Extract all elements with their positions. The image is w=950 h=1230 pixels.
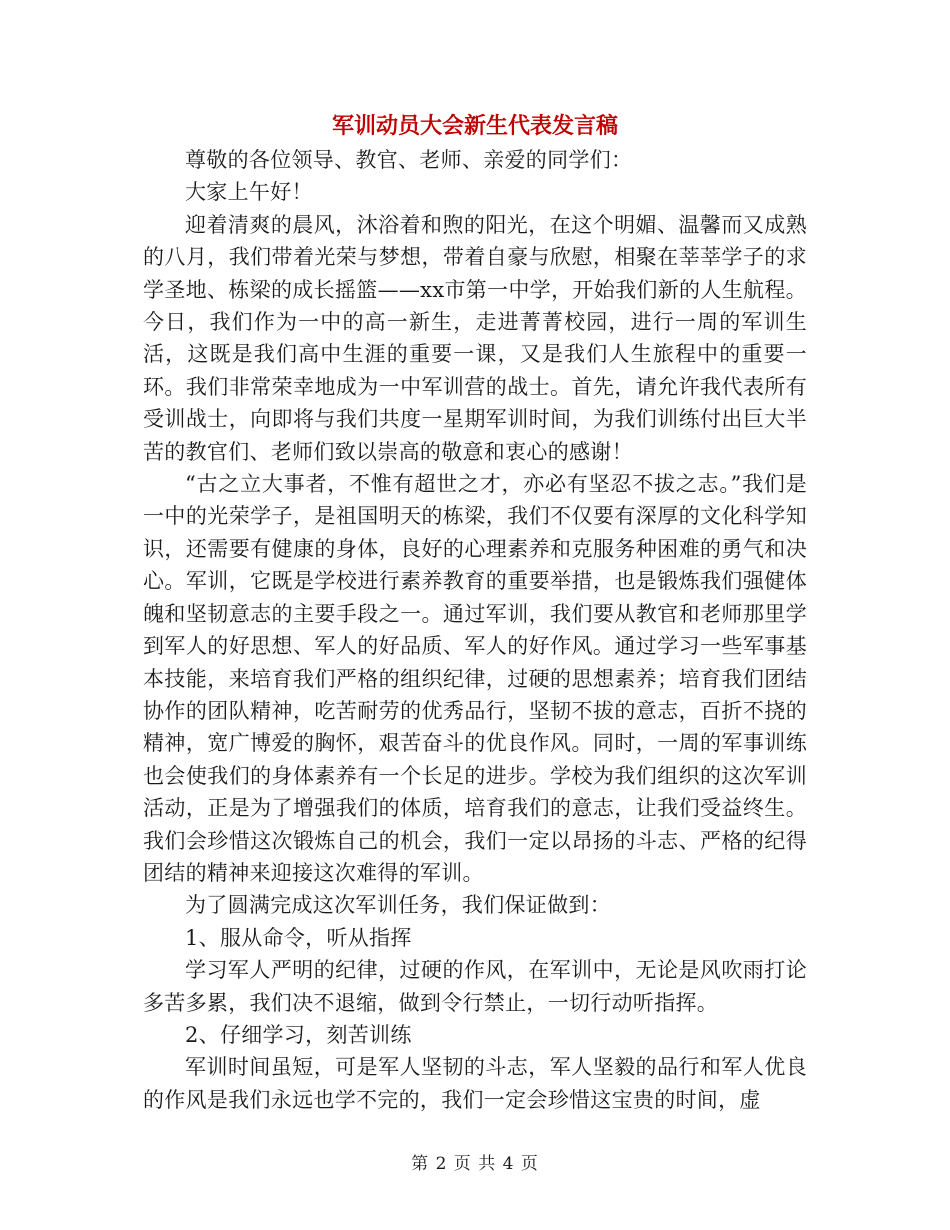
paragraph-pledge-intro: 为了圆满完成这次军训任务，我们保证做到： — [185, 893, 611, 918]
pledge-text-2: 军训时间虽短，可是军人坚韧的斗志，军人坚毅的品行和军人优良的作风是我们永远也学不完的，我们一定会珍惜这宝贵的时间，虚 — [143, 1055, 807, 1112]
paragraph-salutation: 大家上午好！ — [185, 180, 313, 205]
pledge-heading-2: 2、仔细学习，刻苦训练 — [185, 1022, 412, 1047]
paragraph-purpose: “古之立大事者，不惟有超世之才，亦必有坚忍不拔之志。”我们是一中的光荣学子，是祖国明天的栋梁，我们不仅要有深厚的文化科学知识，还需要有健康的身体，良好的心理素养和克服务种困难的勇气和决心。军训，它既是学校进行素养教育的重要举措，也是锻炼我们强健体魄和坚韧意志的主要手段之一。通过军训，我们要从教官和老师那里学到军人的好思想、军人的好品质、军人的好作风。通过学习一些军事基本技能，来培育我们严格的组织纪律，过硬的思想素养；培育我们团结协作的团队精神，吃苦耐劳的优秀品行，坚韧不拔的意志，百折不挠的精神，宽广博爱的胸怀，艰苦奋斗的优良作风。同时，一周的军事训练也会使我们的身体素养有一个长足的进步。学校为我们组织的这次军训活动，正是为了增强我们的体质，培育我们的意志，让我们受益终生。我们会珍惜这次锻炼自己的机会，我们一定以昂扬的斗志、严格的纪得团结的精神来迎接这次难得的军训。 — [143, 472, 807, 885]
page-footer: 第 2 页 共 4 页 — [411, 1154, 539, 1174]
pledge-heading-1: 1、服从命令，听从指挥 — [185, 925, 412, 950]
pledge-text-1: 学习军人严明的纪律，过硬的作风，在军训中，无论是风吹雨打论多苦多累，我们决不退缩，做到令行禁止，一切行动听指挥。 — [143, 958, 807, 1015]
paragraph-greeting: 尊敬的各位领导、教官、老师、亲爱的同学们： — [185, 148, 633, 172]
paragraph-intro: 迎着清爽的晨风，沐浴着和煦的阳光，在这个明媚、温馨而又成熟的八月，我们带着光荣与梦想，带着自豪与欣慰，相聚在莘莘学子的求学圣地、栋梁的成长摇篮——xx市第一中学，开始我们新的人生航程。今日，我们作为一中的高一新生，走进菁菁校园，进行一周的军训生活，这既是我们高中生涯的重要一课，又是我们人生旅程中的重要一环。我们非常荣幸地成为一中军训营的战士。首先，请允许我代表所有受训战士，向即将与我们共度一星期军训时间，为我们训练付出巨大半苦的教官们、老师们致以崇高的敬意和衷心的感谢！ — [143, 212, 807, 464]
document-title: 军训动员大会新生代表发言稿 — [331, 113, 618, 139]
document-body — [143, 144, 807, 1116]
